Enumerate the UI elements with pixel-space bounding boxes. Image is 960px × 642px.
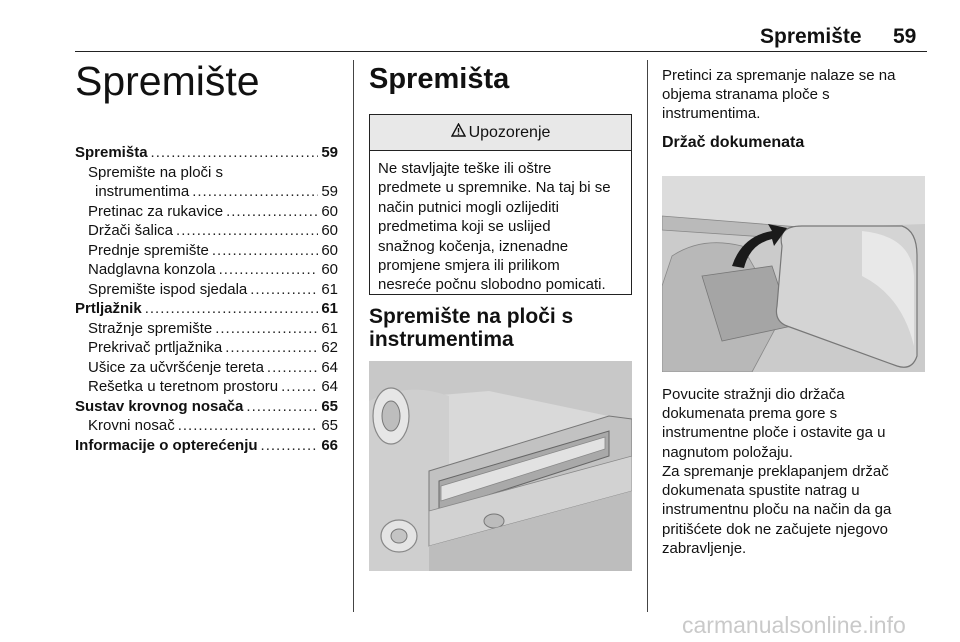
subsection-title-line: Spremište na ploči s	[369, 305, 574, 328]
section-title: Spremišta	[369, 63, 510, 95]
subsection-title-line: instrumentima	[369, 328, 514, 351]
watermark: carmanualsonline.info	[682, 612, 906, 638]
text-line: Za spremanje preklapanjem držač	[662, 463, 889, 480]
warning-title: Upozorenje	[468, 123, 551, 141]
toc-entry[interactable]: Spremišta ..... 59	[75, 143, 338, 163]
dashboard-storage-illustration	[369, 361, 632, 571]
warning-triangle-icon	[451, 123, 466, 142]
page-number: 59	[893, 25, 917, 48]
warning-line: način putnici mogli ozlijediti	[378, 198, 559, 216]
warning-line: Ne stavljajte teške ili oštre	[378, 160, 552, 177]
text-line: instrumentnu ploču na način da ga	[662, 501, 892, 519]
warning-line: snažnog kočenja, iznenadne	[378, 237, 569, 255]
text-line: nagnutom položaju.	[662, 443, 793, 461]
table-of-contents	[75, 143, 338, 455]
toc-entry[interactable]: Ušice za učvršćenje tereta ..... 64	[75, 358, 338, 378]
column-divider-1	[353, 60, 354, 612]
instruction-paragraph-2	[662, 462, 927, 558]
text-line: pritišćete dok ne začujete njegovo	[662, 520, 888, 538]
text-line: objema stranama ploče s	[662, 86, 830, 104]
toc-entry[interactable]: Sustav krovnog nosača ..... 65	[75, 397, 338, 417]
page-header	[0, 0, 960, 48]
warning-line: predmete u spremnike. Na taj bi se	[378, 179, 611, 197]
toc-entry[interactable]: instrumentima ..... 59	[75, 182, 338, 202]
text-line: instrumentne ploče i ostavite ga u	[662, 424, 886, 442]
warning-line: predmetima koji se uslijed	[378, 218, 551, 236]
text-line: Pretinci za spremanje nalaze se na	[662, 67, 896, 84]
text-line: instrumentima.	[662, 105, 761, 123]
text-line: Povucite stražnji dio držača	[662, 386, 845, 403]
text-line: dokumenata spustite natrag u	[662, 482, 860, 500]
toc-entry[interactable]: Spremište ispod sjedala ..... 61	[75, 280, 338, 300]
toc-entry[interactable]: Informacije o opterećenju ..... 66	[75, 436, 338, 456]
warning-line: promjene smjera ili prilikom	[378, 257, 560, 275]
column-divider-2	[647, 60, 648, 612]
intro-paragraph	[662, 66, 927, 124]
text-line: dokumenata prema gore s	[662, 405, 838, 423]
toc-entry[interactable]: Prednje spremište ..... 60	[75, 241, 338, 261]
warning-body	[370, 151, 631, 303]
instruction-paragraph-1	[662, 385, 927, 462]
toc-entry[interactable]: Nadglavna konzola ..... 60	[75, 260, 338, 280]
toc-entry-wrap[interactable]: Spremište na ploči s	[88, 163, 224, 181]
chapter-title: Spremište	[75, 58, 260, 104]
header-rule	[75, 51, 927, 52]
toc-entry[interactable]: Pretinac za rukavice ..... 60	[75, 202, 338, 222]
toc-entry[interactable]: Rešetka u teretnom prostoru ..... 64	[75, 377, 338, 397]
toc-entry[interactable]: Krovni nosač ..... 65	[75, 416, 338, 436]
header-title: Spremište	[760, 25, 862, 48]
document-holder-heading: Držač dokumenata	[662, 134, 805, 151]
warning-line: nesreće počnu slobodno pomicati.	[378, 276, 606, 294]
warning-box	[369, 114, 632, 295]
subsection-title	[369, 305, 639, 351]
toc-entry[interactable]: Držači šalica ..... 60	[75, 221, 338, 241]
warning-header	[370, 115, 631, 151]
toc-entry[interactable]: Prtljažnik ..... 61	[75, 299, 338, 319]
text-line: zabravljenje.	[662, 539, 747, 557]
toc-entry[interactable]: Prekrivač prtljažnika ..... 62	[75, 338, 338, 358]
toc-entry[interactable]: Stražnje spremište ..... 61	[75, 319, 338, 339]
document-holder-illustration	[662, 176, 925, 372]
